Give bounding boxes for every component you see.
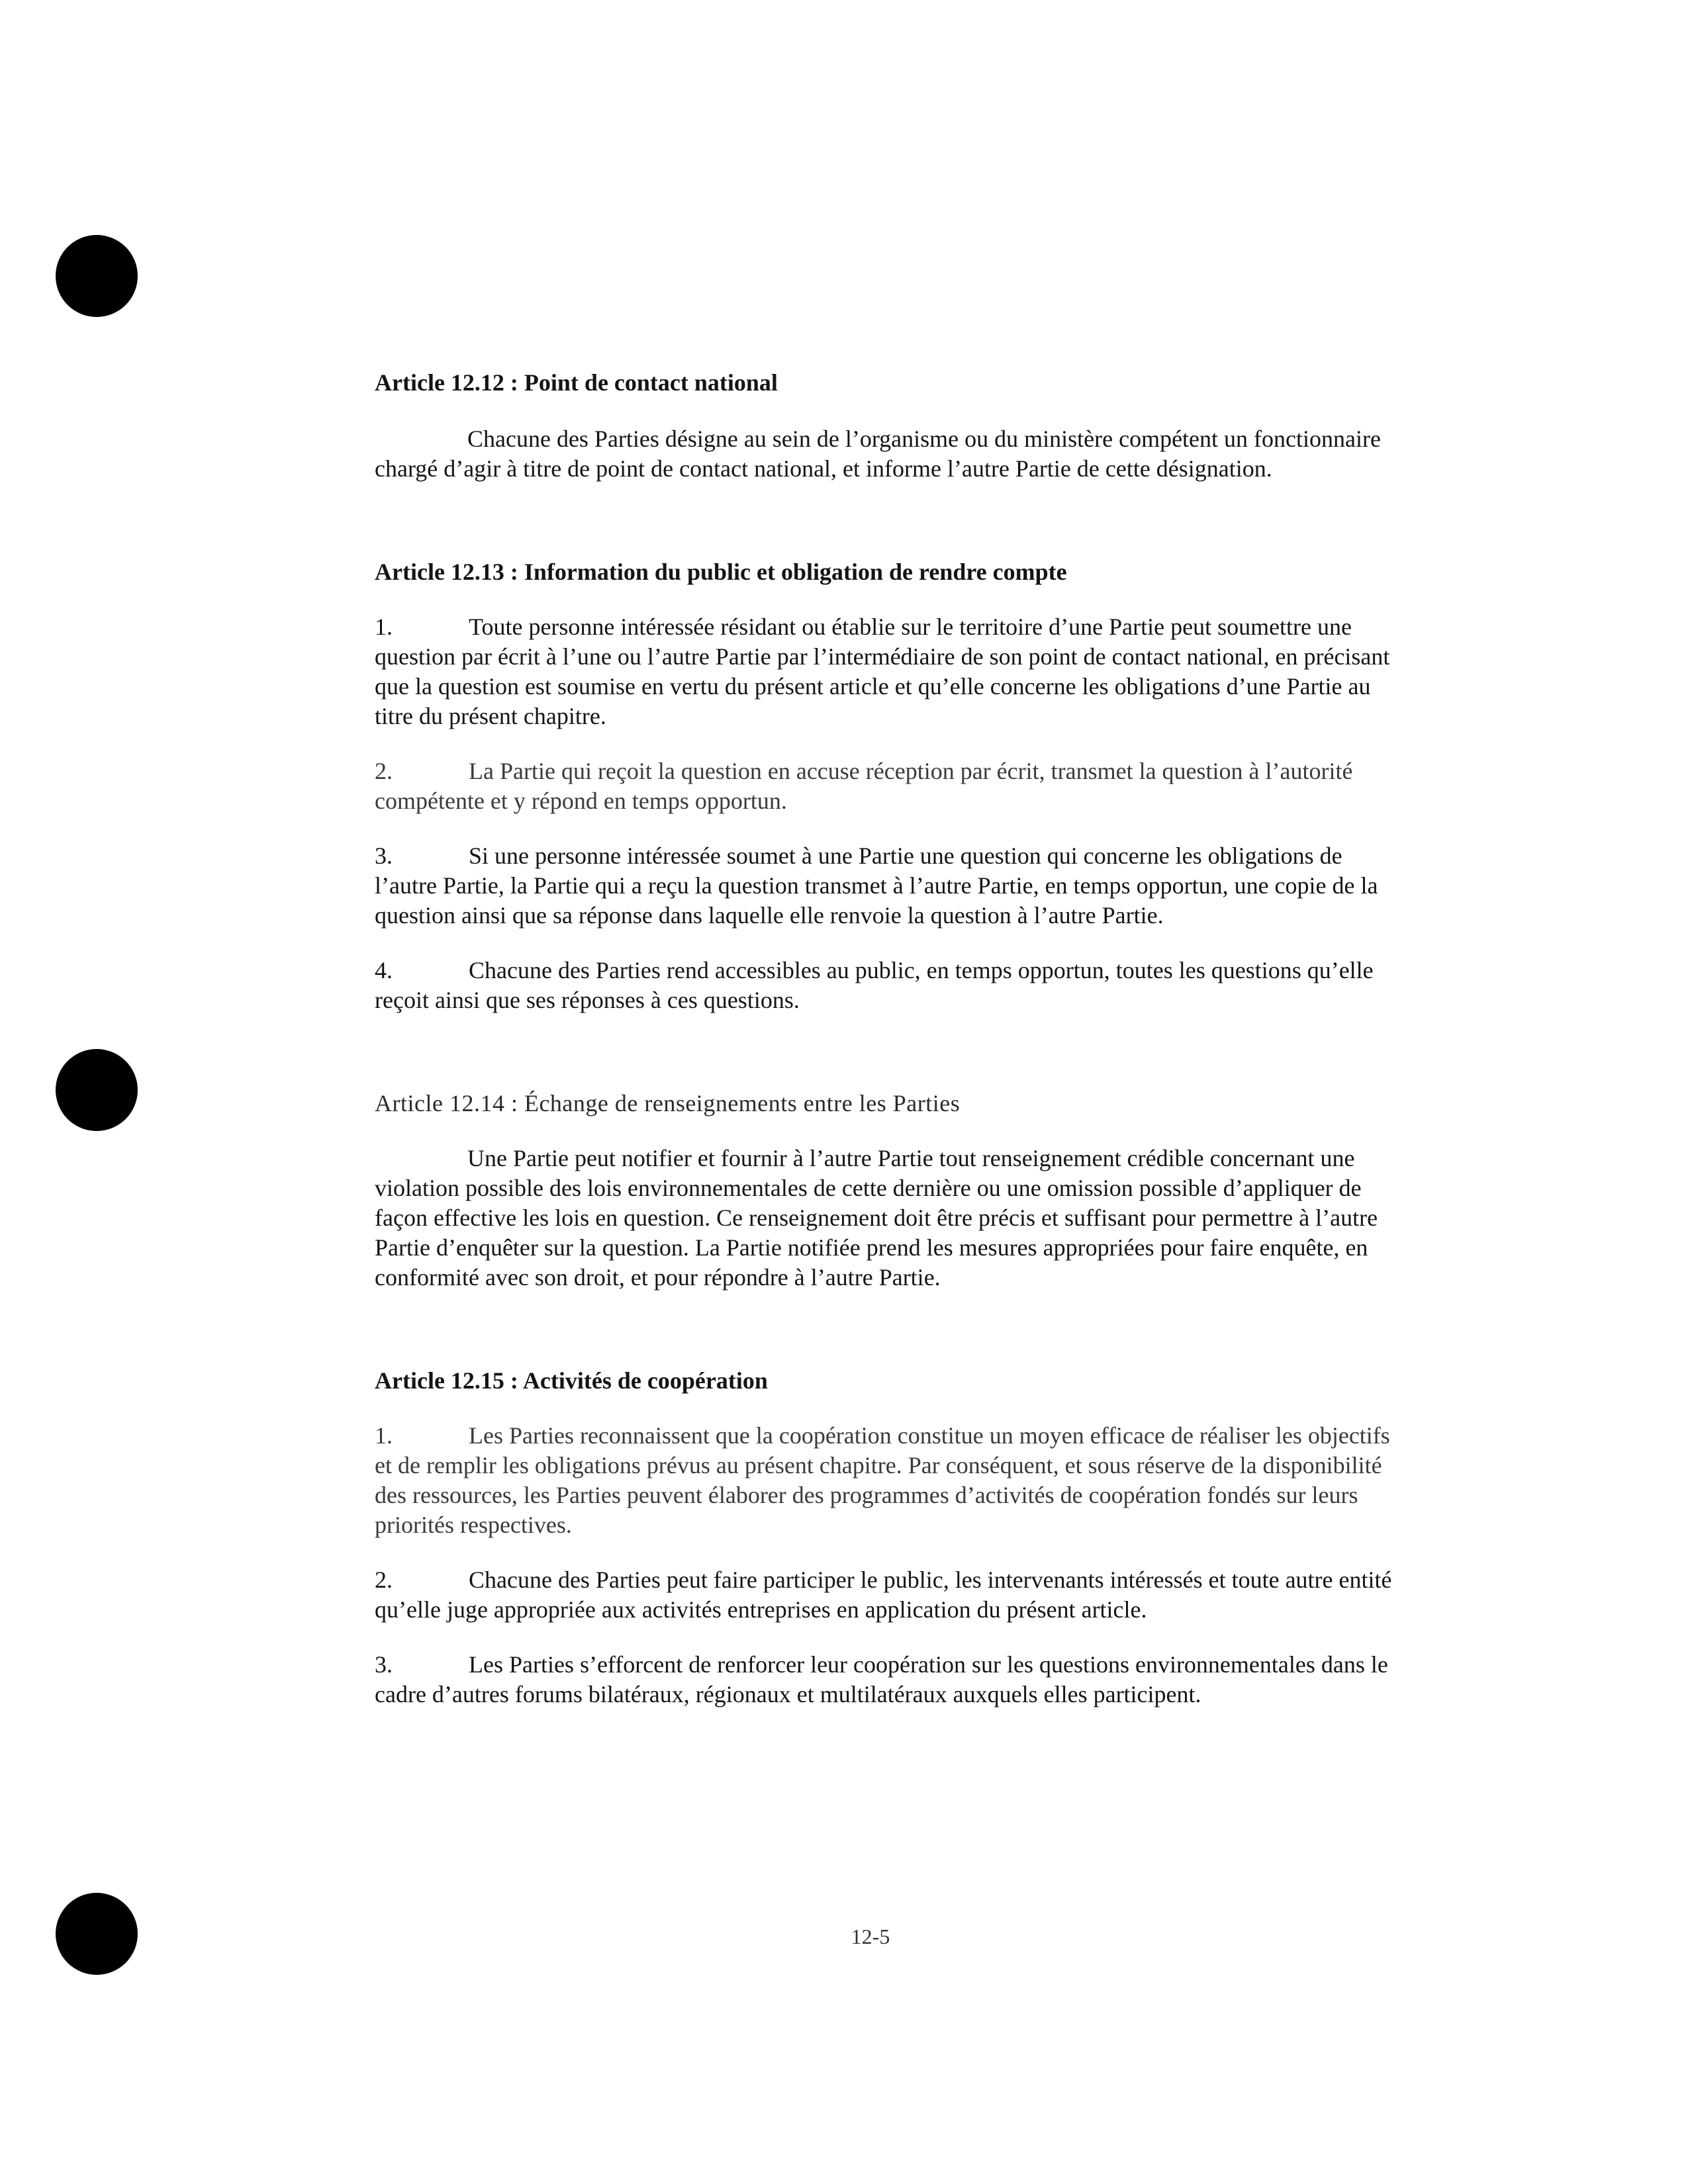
article-12-15 <box>375 1365 1407 1709</box>
paragraph-text: Toute personne intéressée résidant ou établie sur le territoire d’une Partie peut soumettre une question par écrit à l’une ou l’autre Partie par l’intermédiaire de son point de contact national, en précisant que la question est soumise en vertu du présent article et qu’elle concerne les obligations d’une Partie au titre du présent chapitre. <box>375 614 1390 729</box>
paragraph-number: 3. <box>375 1651 393 1678</box>
article-12-14 <box>375 1088 1407 1293</box>
paragraph-text: Chacune des Parties peut faire participer le public, les intervenants intéressés et toute autre entité qu’elle juge appropriée aux activités entreprises en application du présent article. <box>375 1567 1392 1623</box>
paragraph-text: Une Partie peut notifier et fournir à l’autre Partie tout renseignement crédible concernant une violation possible des lois environnementales de cette dernière ou une omission possible d’appliquer de façon effective les lois en question. Ce renseignement doit être précis et suffisant pour permettre à l’autre Partie d’enquêter sur la question. La Partie notifiée prend les mesures appropriées pour faire enquête, en conformité avec son droit, et pour répondre à l’autre Partie. <box>375 1145 1378 1291</box>
article-12-13 <box>375 557 1407 1015</box>
numbered-paragraph <box>375 841 1407 931</box>
numbered-paragraph <box>375 612 1407 731</box>
paragraph-number: 2. <box>375 758 393 784</box>
article-12-12 <box>375 367 1407 484</box>
paragraph-number: 2. <box>375 1567 393 1593</box>
paragraph-number: 1. <box>375 1422 393 1449</box>
numbered-paragraph <box>375 1565 1407 1625</box>
numbered-paragraph <box>375 756 1407 816</box>
paragraph-text: La Partie qui reçoit la question en accuse réception par écrit, transmet la question à l’autorité compétente et y répond en temps opportun. <box>375 758 1353 814</box>
paragraph-text: Les Parties s’efforcent de renforcer leur coopération sur les questions environnementales dans le cadre d’autres forums bilatéraux, régionaux et multilatéraux auxquels elles participent. <box>375 1651 1388 1707</box>
paragraph-text: Chacune des Parties rend accessibles au public, en temps opportun, toutes les questions qu’elle reçoit ainsi que ses réponses à ces questions. <box>375 957 1374 1013</box>
paragraph-number: 1. <box>375 614 393 640</box>
document-body <box>375 367 1407 1709</box>
article-heading: Article 12.15 : Activités de coopération <box>375 1367 768 1394</box>
punch-hole-middle <box>56 1049 138 1131</box>
paragraph-text: Chacune des Parties désigne au sein de l’organisme ou du ministère compétent un fonctionnaire chargé d’agir à titre de point de contact national, et informe l’autre Partie de cette désignation. <box>375 426 1381 482</box>
numbered-paragraph <box>375 1421 1407 1540</box>
article-paragraph <box>375 424 1407 484</box>
numbered-paragraph <box>375 1650 1407 1709</box>
paragraph-number: 3. <box>375 842 393 869</box>
article-heading: Article 12.12 : Point de contact national <box>375 369 778 396</box>
paragraph-number: 4. <box>375 957 393 983</box>
paragraph-text: Si une personne intéressée soumet à une Partie une question qui concerne les obligations de l’autre Partie, la Partie qui a reçu la question transmet à l’autre Partie, en temps opportun, une copie de la question ainsi que sa réponse dans laquelle elle renvoie la question à l’autre Partie. <box>375 842 1378 929</box>
article-paragraph <box>375 1144 1407 1293</box>
article-heading: Article 12.13 : Information du public et obligation de rendre compte <box>375 559 1067 585</box>
page-number: 12-5 <box>851 1925 890 1948</box>
article-heading: Article 12.14 : Échange de renseignements entre les Parties <box>375 1090 961 1116</box>
punch-hole-top <box>56 235 138 317</box>
numbered-paragraph <box>375 956 1407 1015</box>
paragraph-text: Les Parties reconnaissent que la coopération constitue un moyen efficace de réaliser les objectifs et de remplir les obligations prévus au présent chapitre. Par conséquent, et sous réserve de la disponibilité des ressources, les Parties peuvent élaborer des programmes d’activités de coopération fondés sur leurs priorités respectives. <box>375 1422 1390 1538</box>
